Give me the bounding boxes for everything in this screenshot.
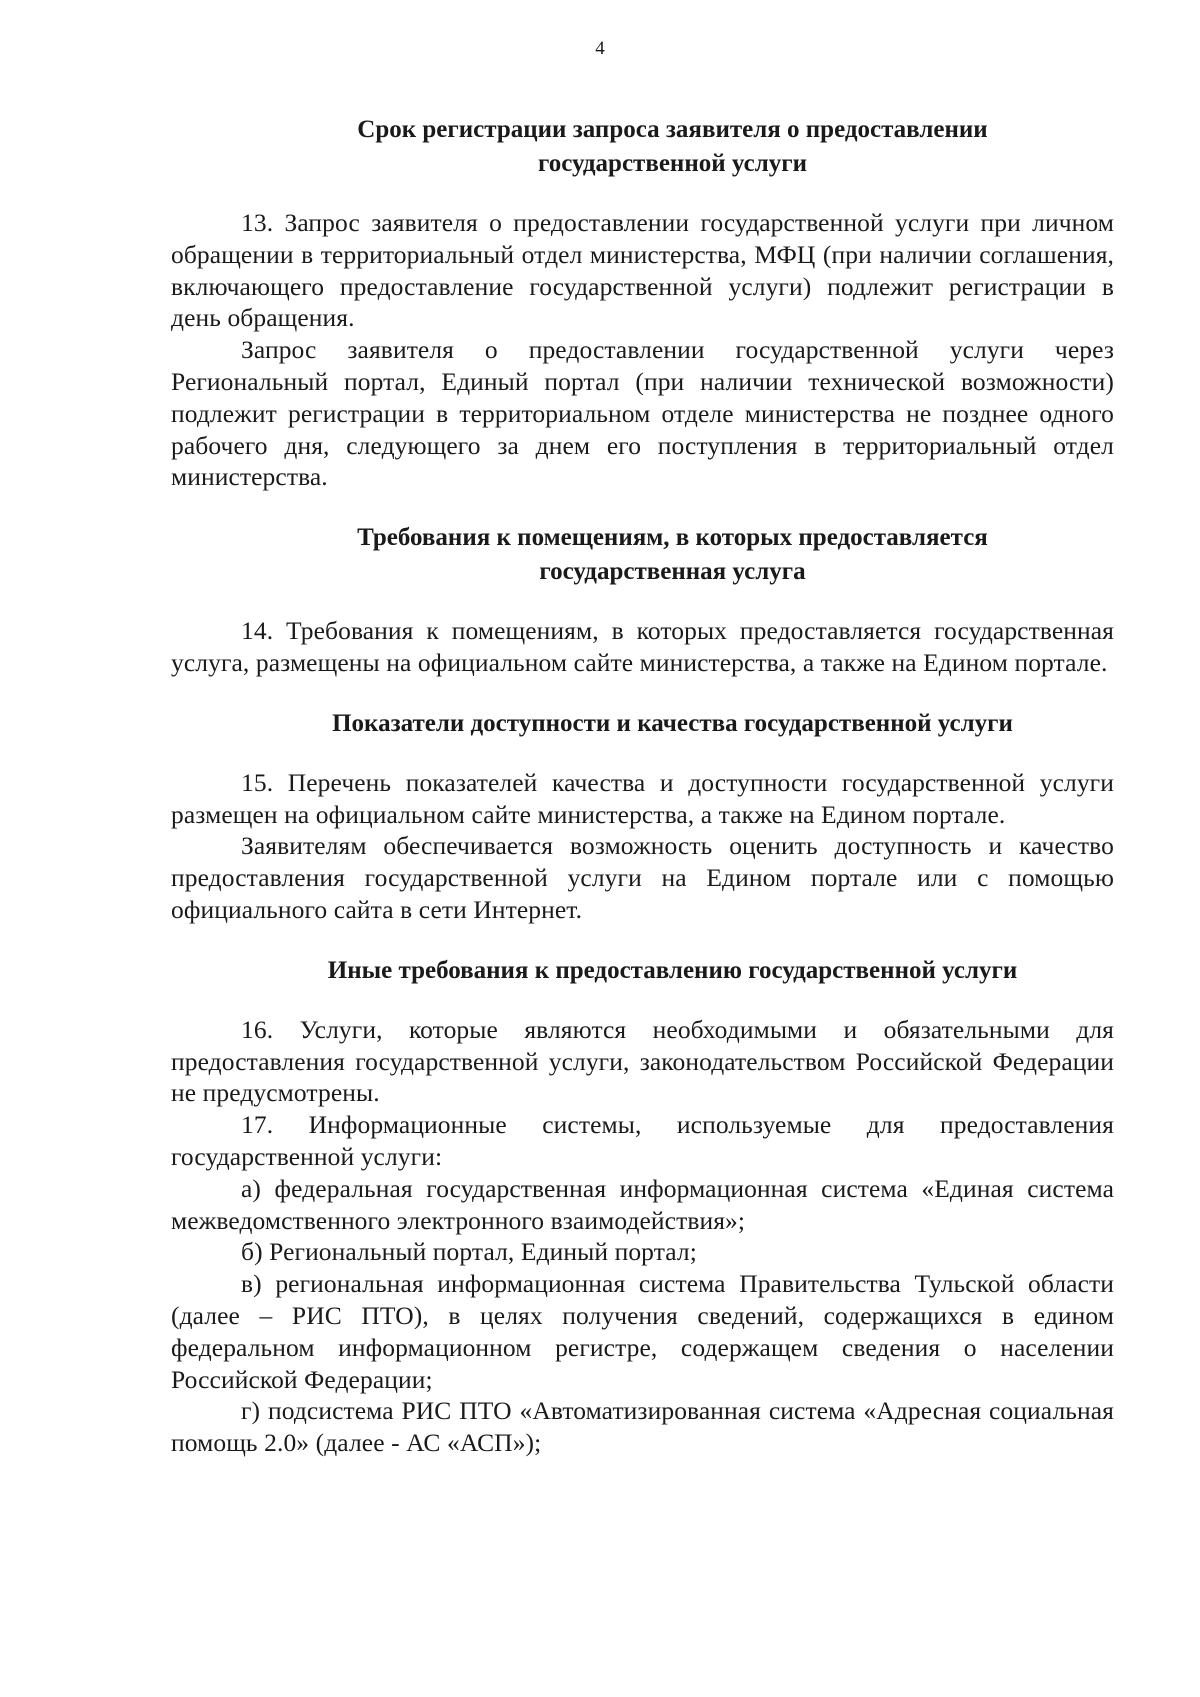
section-heading-premises-requirements <box>171 521 1114 589</box>
list-item-a: а) федеральная государственная информационная система «Единая система межведомственного электронного взаимодействия»; <box>171 1173 1114 1235</box>
document-body <box>171 113 1114 1459</box>
heading-line: государственная услуга <box>539 558 806 586</box>
paragraph-13: 13. Запрос заявителя о предоставлении государственной услуги при личном обращении в территориальный отдел министерства, МФЦ (при наличии соглашения, включающего предоставление государственной услуги) подлежит регистрации в день обращения. <box>171 208 1114 333</box>
paragraph-17: 17. Информационные системы, используемые для предоставления государственной услуги: <box>171 1110 1114 1171</box>
paragraph-14: 14. Требования к помещениям, в которых предоставляется государственная услуга, размещены на официальном сайте министерства, а также на Едином портале. <box>171 616 1114 677</box>
heading-line: Показатели доступности и качества государственной услуги <box>332 709 1013 737</box>
heading-line: Иные требования к предоставлению государственной услуги <box>327 956 1018 984</box>
paragraph: Запрос заявителя о предоставлении государственной услуги через Региональный портал, Единый портал (при наличии технической возможности) подлежит регистрации в территориальном отделе министерства не позднее одного рабочего дня, следующего за днем его поступления в территориальный отдел министерства. <box>171 335 1114 492</box>
section-heading-registration-term <box>171 113 1114 181</box>
list-item-g: г) подсистема РИС ПТО «Автоматизированная система «Адресная социальная помощь 2.0» (далее - АС «АСП»); <box>171 1396 1114 1458</box>
page-number: 4 <box>595 38 605 59</box>
paragraph: Заявителям обеспечивается возможность оценить доступность и качество предоставления государственной услуги на Едином портале или с помощью официального сайта в сети Интернет. <box>171 831 1114 924</box>
heading-line: Срок регистрации запроса заявителя о предоставлении <box>357 116 988 143</box>
list-item-v: в) региональная информационная система Правительства Тульской области (далее – РИС ПТО), в целях получения сведений, содержащихся в едином федеральном информационном регистре, содержащем сведения о населении Российской Федерации; <box>171 1269 1114 1394</box>
heading-line: Требования к помещениям, в которых предоставляется <box>357 524 988 552</box>
paragraph-15: 15. Перечень показателей качества и доступности государственной услуги размещен на официальном сайте министерства, а также на Едином портале. <box>171 767 1114 829</box>
section-heading-quality-indicators <box>171 707 1114 741</box>
heading-line: государственной услуги <box>537 150 808 177</box>
list-item-b: б) Региональный портал, Единый портал; <box>241 1237 697 1267</box>
section-heading-other-requirements <box>171 954 1114 988</box>
paragraph-16: 16. Услуги, которые являются необходимыми и обязательными для предоставления государственной услуги, законодательством Российской Федерации не предусмотрены. <box>171 1014 1114 1108</box>
